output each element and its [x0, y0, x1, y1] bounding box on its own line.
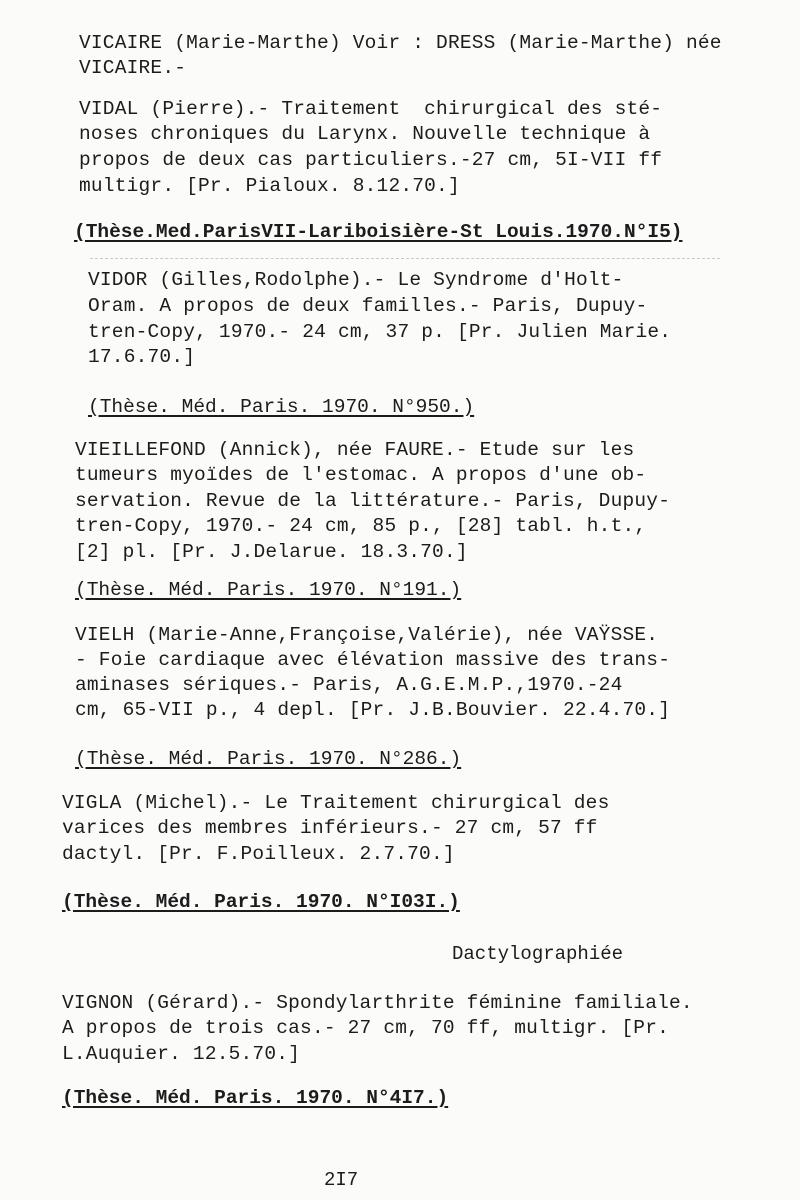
entry-vidal-line-1: VIDAL (Pierre).- Traitement chirurgical des sté- — [79, 98, 663, 120]
entry-vignon-line-1: VIGNON (Gérard).- Spondylarthrite féminine familiale. — [62, 992, 693, 1014]
entry-vidal-line-2: noses chroniques du Larynx. Nouvelle technique à — [79, 123, 651, 145]
entry-vignon-line-3: L.Auquier. 12.5.70.] — [62, 1043, 301, 1065]
entry-vidor-line-1: VIDOR (Gilles,Rodolphe).- Le Syndrome d'Holt- — [88, 269, 624, 291]
entry-vielh-thesis-reference: (Thèse. Méd. Paris. 1970. N°286.) — [75, 748, 462, 770]
entry-vieillefond-thesis-reference: (Thèse. Méd. Paris. 1970. N°191.) — [75, 579, 462, 601]
entry-vidal-line-3: propos de deux cas particuliers.-27 cm, 5I-VII ff — [79, 149, 663, 171]
entry-vielh-line-3: aminases sériques.- Paris, A.G.E.M.P.,1970.-24 — [75, 674, 623, 696]
entry-vielh-line-1: VIELH (Marie-Anne,Françoise,Valérie), née VAŸSSE. — [75, 624, 659, 646]
entry-vieillefond-line-5: [2] pl. [Pr. J.Delarue. 18.3.70.] — [75, 541, 468, 563]
entry-vidor-thesis-reference: (Thèse. Méd. Paris. 1970. N°950.) — [88, 396, 475, 418]
entry-vidal-line-4: multigr. [Pr. Pialoux. 8.12.70.] — [79, 175, 460, 197]
entry-vigla-thesis-reference: (Thèse. Méd. Paris. 1970. N°I03I.) — [62, 891, 460, 913]
entry-vigla-line-2: varices des membres inférieurs.- 27 cm, 57 ff — [62, 817, 598, 839]
entry-vieillefond-line-2: tumeurs myoïdes de l'estomac. A propos d'une ob- — [75, 464, 647, 486]
entry-vignon-thesis-reference: (Thèse. Méd. Paris. 1970. N°4I7.) — [62, 1087, 449, 1109]
separator — [90, 258, 720, 259]
entry-vielh-line-4: cm, 65-VII p., 4 depl. [Pr. J.B.Bouvier. 22.4.70.] — [75, 699, 671, 721]
entry-vigla-line-1: VIGLA (Michel).- Le Traitement chirurgical des — [62, 792, 610, 814]
entry-vidor-line-2: Oram. A propos de deux familles.- Paris, Dupuy- — [88, 295, 648, 317]
page-number: 2I7 — [324, 1169, 359, 1191]
entry-vigla-line-3: dactyl. [Pr. F.Poilleux. 2.7.70.] — [62, 843, 455, 865]
entry-vignon-line-2: A propos de trois cas.- 27 cm, 70 ff, multigr. [Pr. — [62, 1017, 669, 1039]
entry-vidal-thesis-reference: (Thèse.Med.ParisVII-Lariboisière-St Louis.1970.N°I5) — [74, 221, 683, 243]
entry-vieillefond-line-1: VIEILLEFOND (Annick), née FAURE.- Etude sur les — [75, 439, 635, 461]
entry-vielh-line-2: - Foie cardiaque avec élévation massive des trans- — [75, 649, 671, 671]
entry-vieillefond-line-4: tren-Copy, 1970.- 24 cm, 85 p., [28] tabl. h.t., — [75, 515, 647, 537]
entry-vidor-line-3: tren-Copy, 1970.- 24 cm, 37 p. [Pr. Julien Marie. — [88, 321, 672, 343]
entry-vidor-line-4: 17.6.70.] — [88, 346, 196, 368]
entry-vicaire-line-2: VICAIRE.- — [79, 57, 187, 79]
entry-vieillefond-line-3: servation. Revue de la littérature.- Paris, Dupuy- — [75, 490, 671, 512]
entry-vicaire-line-1: VICAIRE (Marie-Marthe) Voir : DRESS (Marie-Marthe) née — [79, 32, 722, 54]
entry-vigla-typewritten-note: Dactylographiée — [452, 943, 624, 965]
